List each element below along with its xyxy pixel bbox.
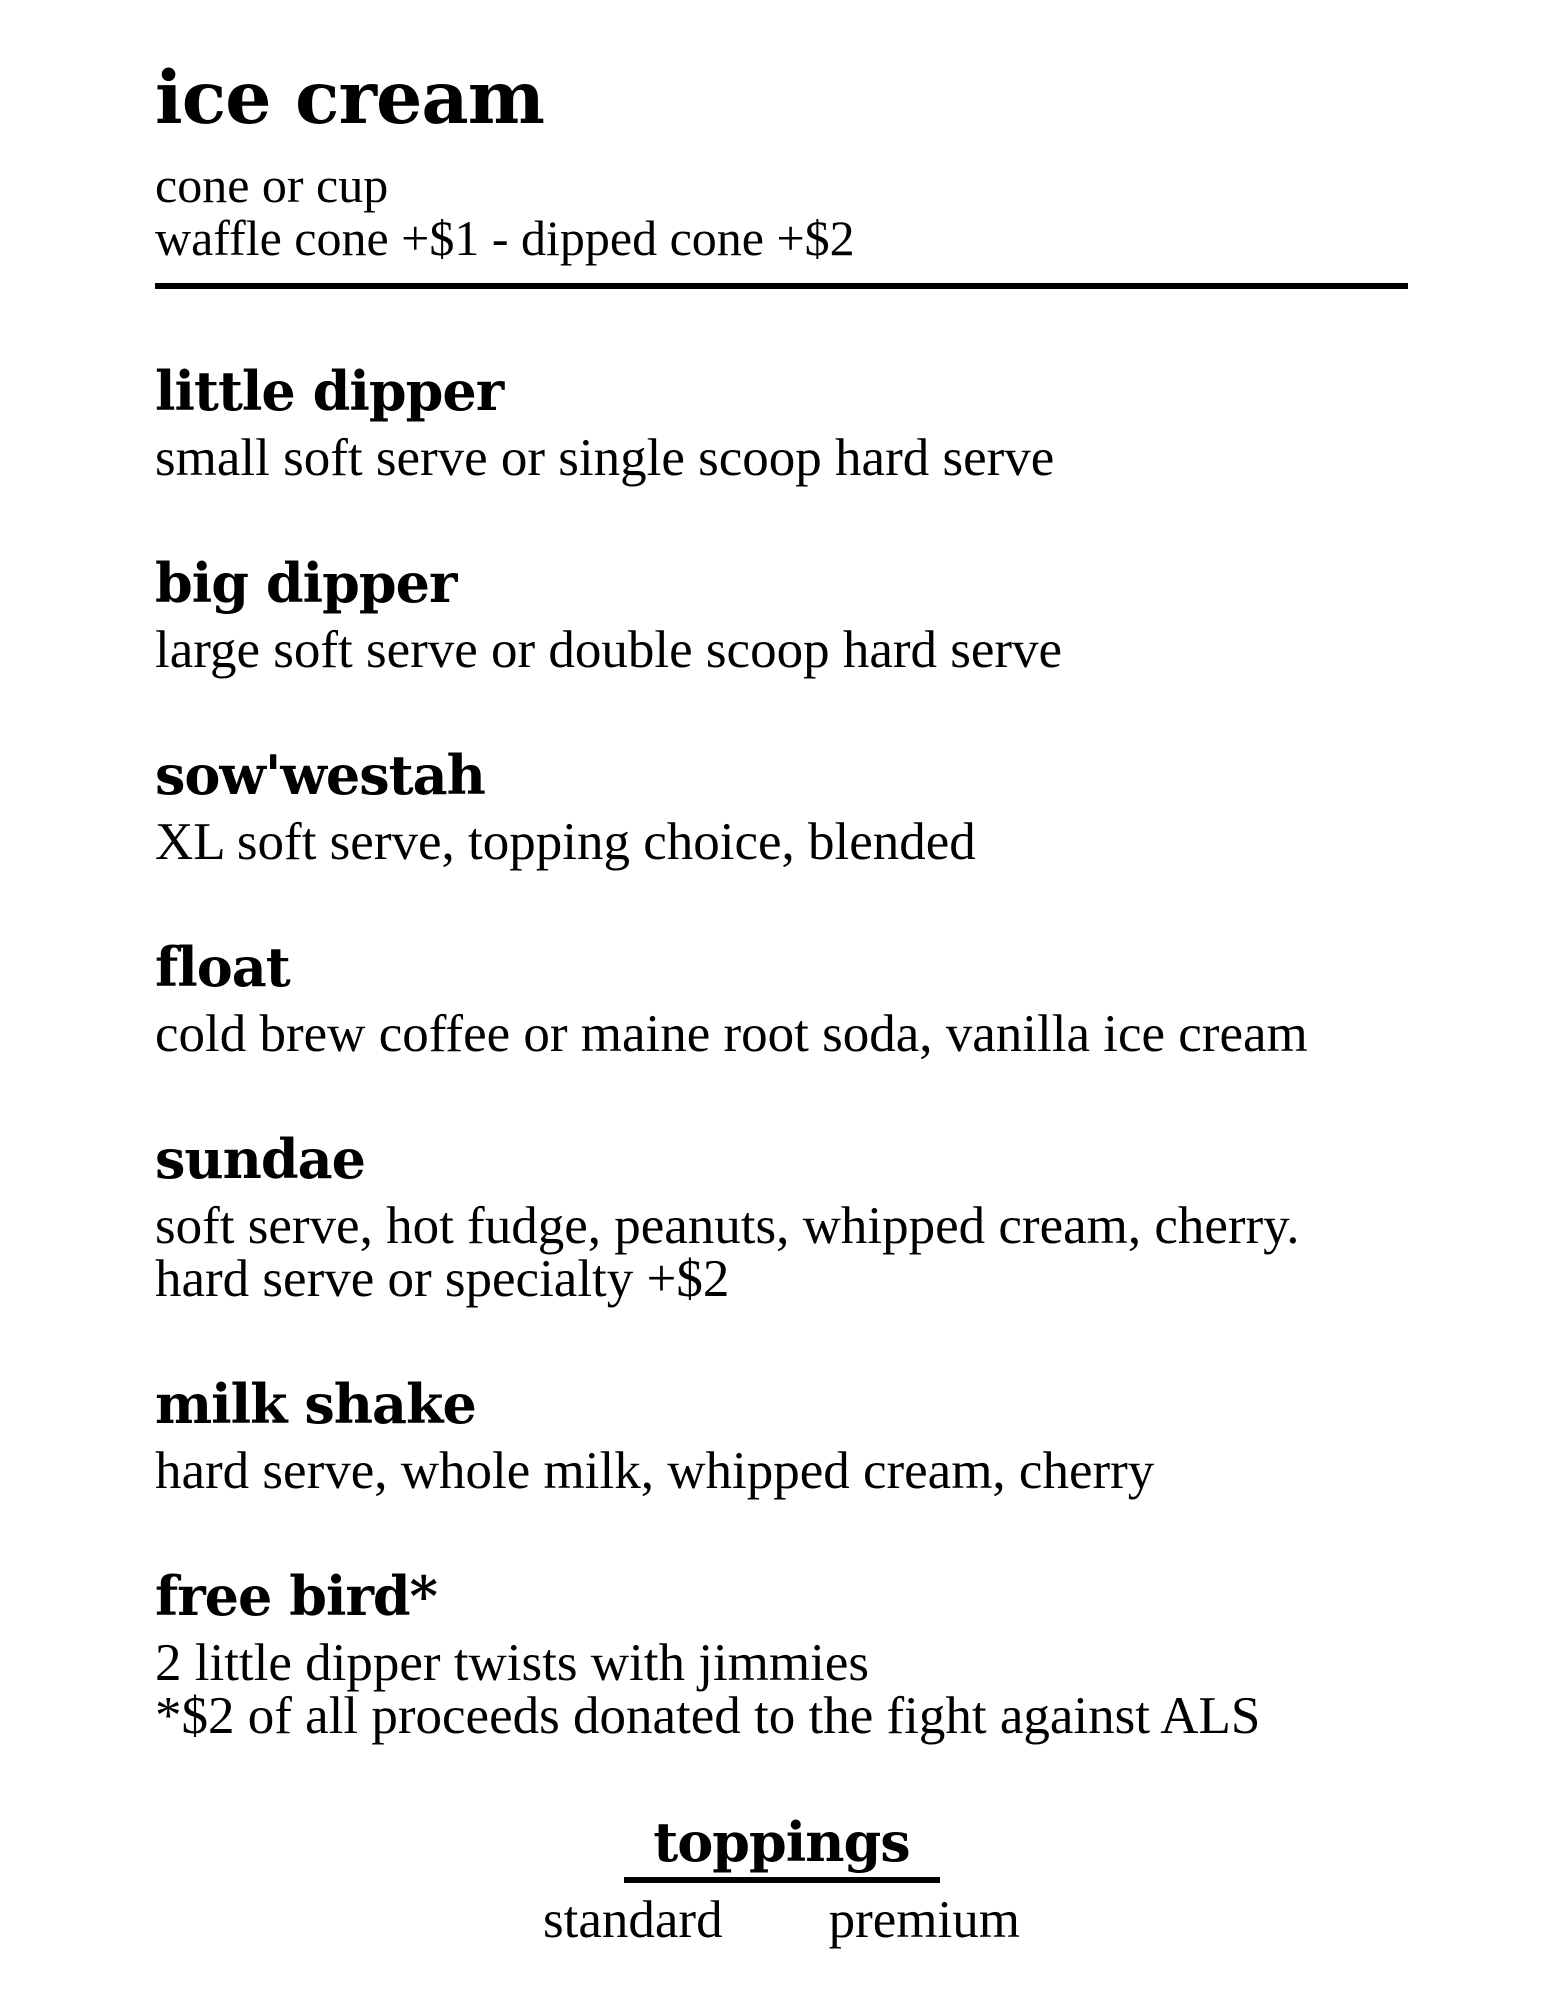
menu-item-sundae (155, 1127, 1408, 1308)
menu-item-sowwestah (155, 743, 1408, 871)
toppings-section (155, 1810, 1408, 1949)
item-description: large soft serve or double scoop hard serve (155, 621, 1063, 679)
toppings-column-premium: premium (828, 1891, 1020, 1949)
menu-subtitle-line-2: waffle cone +$1 - dipped cone +$2 (155, 210, 855, 266)
menu-subtitle-line-1: cone or cup (155, 157, 389, 213)
item-description: soft serve, hot fudge, peanuts, whipped cream, cherry. (155, 1197, 1300, 1255)
menu-item-big-dipper (155, 551, 1408, 679)
item-name: sundae (155, 1127, 366, 1191)
item-name: milk shake (155, 1372, 476, 1436)
toppings-columns (155, 1891, 1408, 1949)
item-description: 2 little dipper twists with jimmies (155, 1634, 869, 1692)
item-footnote: *$2 of all proceeds donated to the fight against ALS (155, 1687, 1261, 1745)
toppings-divider (624, 1877, 940, 1883)
item-description: small soft serve or single scoop hard serve (155, 429, 1055, 487)
menu-item-list (155, 359, 1408, 1745)
menu-item-little-dipper (155, 359, 1408, 487)
item-name: big dipper (155, 551, 457, 615)
item-name: little dipper (155, 359, 504, 423)
item-name: free bird* (155, 1564, 437, 1628)
header-divider (155, 283, 1408, 289)
item-description: hard serve, whole milk, whipped cream, cherry (155, 1442, 1155, 1500)
menu-item-float (155, 935, 1408, 1063)
toppings-column-standard: standard (543, 1891, 723, 1949)
menu-header (155, 55, 1408, 289)
toppings-heading: toppings (653, 1810, 910, 1874)
item-name: float (155, 935, 290, 999)
menu-item-free-bird (155, 1564, 1408, 1745)
item-description-line-2: hard serve or specialty +$2 (155, 1250, 730, 1308)
item-description: XL soft serve, topping choice, blended (155, 813, 976, 871)
menu-title: ice cream (155, 55, 544, 141)
item-name: sow'westah (155, 743, 485, 807)
item-description: cold brew coffee or maine root soda, vanilla ice cream (155, 1005, 1308, 1063)
menu-item-milk-shake (155, 1372, 1408, 1500)
